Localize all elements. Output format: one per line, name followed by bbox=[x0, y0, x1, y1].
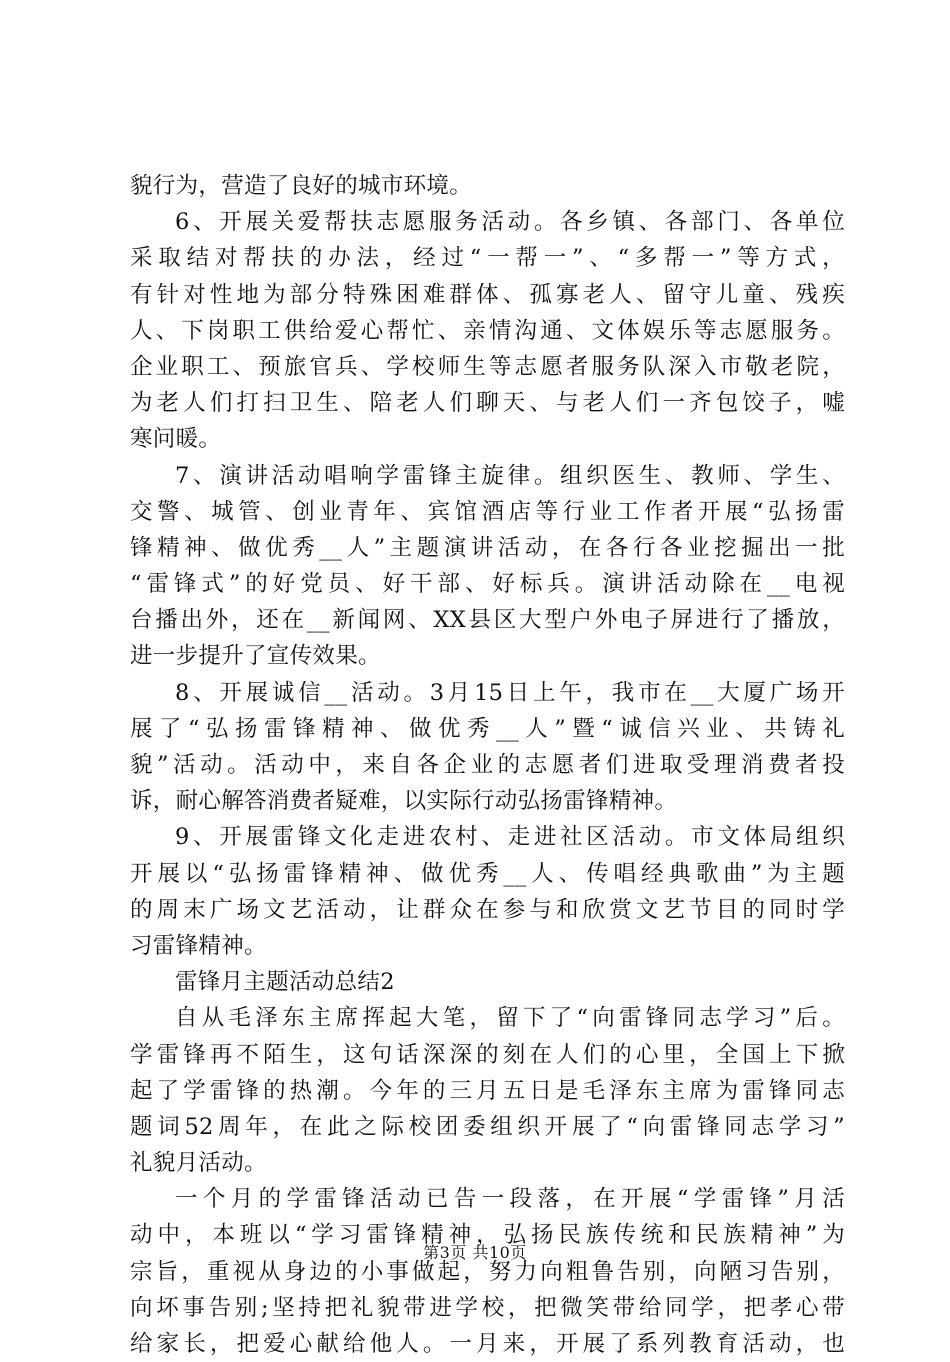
text-line: 雷锋月主题活动总结2 bbox=[175, 969, 395, 996]
text-line: 自从毛泽东主席挥起大笔，留下了“向雷锋同志学习”后。 bbox=[175, 1005, 845, 1032]
document-body bbox=[130, 168, 845, 1362]
text-line: 起了学雷锋的热潮。今年的三月五日是毛泽东主席为雷锋同志 bbox=[130, 1077, 845, 1104]
text-line: 开展以“弘扬雷锋精神、做优秀__人、传唱经典歌曲”为主题 bbox=[130, 860, 845, 887]
text-line: 一个月的学雷锋活动已告一段落，在开展“学雷锋”月活 bbox=[175, 1186, 845, 1213]
text-line: 有针对性地为部分特殊困难群体、孤寡老人、留守儿童、残疾 bbox=[130, 281, 845, 308]
paragraph bbox=[130, 675, 845, 820]
text-line: 动中，本班以“学习雷锋精神，弘扬民族传统和民族精神”为 bbox=[130, 1222, 845, 1249]
text-line: 礼貌月活动。 bbox=[130, 1150, 267, 1177]
text-line: 诉，耐心解答消费者疑难，以实际行动弘扬雷锋精神。 bbox=[130, 788, 678, 815]
text-line: 宗旨，重视从身边的小事做起，努力向粗鲁告别，向陋习告别， bbox=[130, 1258, 845, 1285]
text-line: 8、开展诚信__活动。3月15日上午，我市在__大厦广场开 bbox=[175, 679, 845, 706]
text-line: 交警、城管、创业青年、宾馆酒店等行业工作者开展“弘扬雷 bbox=[130, 498, 845, 525]
text-line: 为老人们打扫卫生、陪老人们聊天、与老人们一齐包饺子，嘘 bbox=[130, 390, 845, 417]
text-line: 9、开展雷锋文化走进农村、走进社区活动。市文体局组织 bbox=[175, 824, 845, 851]
text-line: 采取结对帮扶的办法，经过“一帮一”、“多帮一”等方式， bbox=[130, 245, 845, 272]
paragraph bbox=[130, 204, 845, 457]
text-line: 锋精神、做优秀__人”主题演讲活动，在各行各业挖掘出一批 bbox=[130, 534, 845, 561]
text-line: 6、开展关爱帮扶志愿服务活动。各乡镇、各部门、各单位 bbox=[175, 209, 845, 236]
text-line: 学雷锋再不陌生，这句话深深的刻在人们的心里，全国上下掀 bbox=[130, 1041, 845, 1068]
paragraph bbox=[130, 1181, 845, 1362]
paragraph bbox=[130, 168, 845, 204]
text-line: 题词52周年，在此之际校团委组织开展了“向雷锋同志学习” bbox=[130, 1113, 845, 1140]
text-line: “雷锋式”的好党员、好干部、好标兵。演讲活动除在__电视 bbox=[130, 571, 845, 598]
text-line: 7、演讲活动唱响学雷锋主旋律。组织医生、教师、学生、 bbox=[175, 462, 845, 489]
text-line: 貌行为，营造了良好的城市环境。 bbox=[130, 173, 473, 199]
text-line: 的周末广场文艺活动，让群众在参与和欣赏文艺节目的同时学 bbox=[130, 896, 845, 923]
paragraph bbox=[130, 1000, 845, 1181]
text-line: 向坏事告别;坚持把礼貌带进学校，把微笑带给同学，把孝心带 bbox=[130, 1294, 845, 1321]
section-heading bbox=[130, 964, 845, 1000]
text-line: 寒问暖。 bbox=[130, 426, 222, 453]
text-line: 习雷锋精神。 bbox=[130, 932, 267, 959]
text-line: 企业职工、预旅官兵、学校师生等志愿者服务队深入市敬老院， bbox=[130, 353, 845, 380]
text-line: 台播出外，还在__新闻网、XX县区大型户外电子屏进行了播放， bbox=[130, 607, 845, 634]
text-line: 进一步提升了宣传效果。 bbox=[130, 643, 381, 670]
text-line: 展了“弘扬雷锋精神、做优秀__人”暨“诚信兴业、共铸礼 bbox=[130, 715, 845, 742]
text-line: 给家长，把爱心献给他人。一月来，开展了系列教育活动，也 bbox=[130, 1331, 845, 1357]
text-line: 人、下岗职工供给爱心帮忙、亲情沟通、文体娱乐等志愿服务。 bbox=[130, 317, 845, 344]
page-footer: 第3页 共10页 bbox=[423, 1243, 527, 1262]
paragraph bbox=[130, 458, 845, 675]
paragraph bbox=[130, 819, 845, 964]
text-line: 貌”活动。活动中，来自各企业的志愿者们进取受理消费者投 bbox=[130, 752, 845, 778]
